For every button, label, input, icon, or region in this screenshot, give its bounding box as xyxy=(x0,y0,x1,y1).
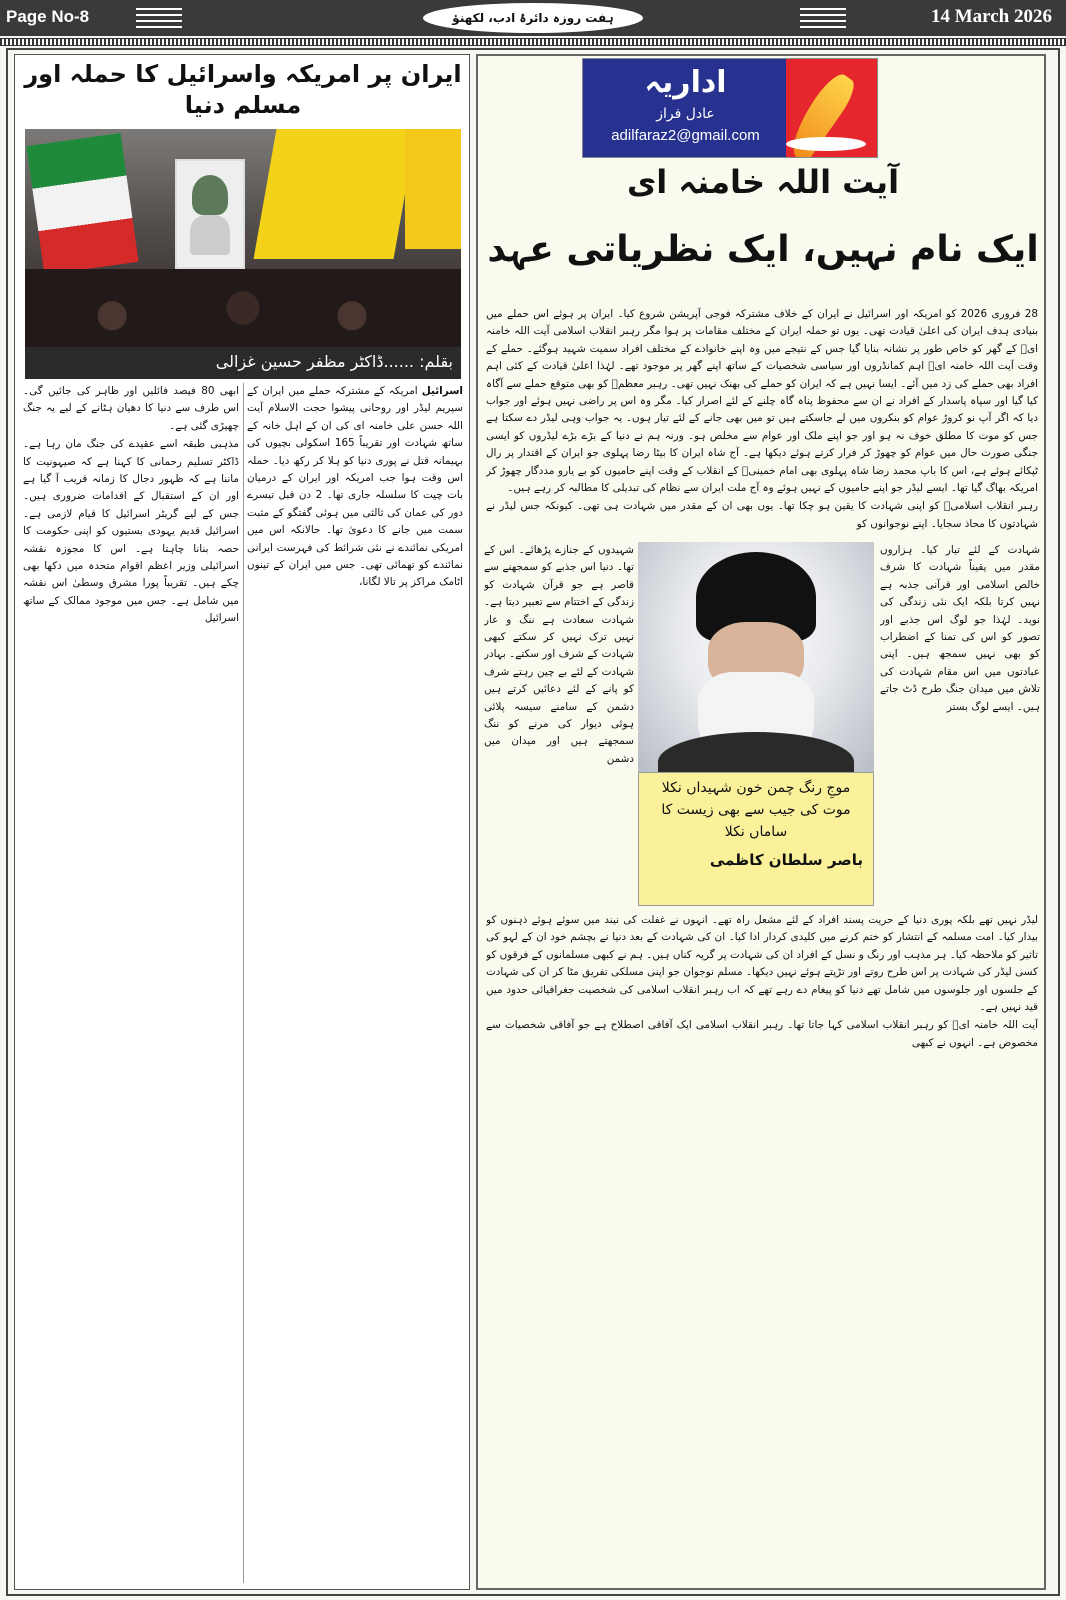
portrait-placard xyxy=(175,159,245,269)
iran-flag xyxy=(26,133,138,275)
left-article xyxy=(14,54,470,1590)
page-number: Page No-8 xyxy=(6,7,90,26)
editorial-column-left: شہیدوں کے جنازے پڑھائے۔ اس کے تھا۔ دنیا اس جذبے کو سمجھنے سے قاصر ہے جو قرآن شہادت کو زندگی کے اختتام سے تعبیر دیتا ہے۔ شہادت سعادت ہے ننگ و عار نہیں ترک نہیں کر سکتے کبھی شہادت کے شرف اور سکتے۔ بہادر شہادت کے لئے بے چین رہتے شرف کو پانے کے لئے دعائیں کرتے ہیں دشمن کے سامنے سیسہ پلائی ہوئی دیوار کی مرنے کو ننگ سمجھتے ہیں اور میدان میں دشمن xyxy=(484,544,634,765)
logo-author: عادل فراز xyxy=(656,106,715,122)
poet-name: باصر سلطان کاظمی xyxy=(709,851,863,869)
editorial-headline: ایک نام نہیں، ایک نظریاتی عہد xyxy=(487,229,1039,270)
byline-bar xyxy=(25,347,461,379)
decorative-lines xyxy=(136,8,182,28)
decorative-lines xyxy=(800,8,846,28)
decorative-border xyxy=(0,38,1066,46)
editorial-logo xyxy=(582,58,878,158)
issue-date: 14 March 2026 xyxy=(930,6,1052,27)
poem-line: موجِ رنگ چمن خون شہیداں نکلا xyxy=(661,780,851,796)
paragraph: 28 فروری 2026 کو امریکہ اور اسرائیل نے ایران کے خلاف مشترکہ فوجی آپریشن شروع کیا۔ ایران پر ہوئے اس حملے میں بنیادی ہدف ایران کی اعلیٰ قیادت تھی۔ یوں تو حملہ ایران کے مختلف مقامات پر ہوا مگر رہبر انقلاب اسلامی آیت اللہ خامنہ ایؒ کے گھر کو خاص طور پر نشانہ بنایا گیا جس کے نتیجے میں وہ اپنے خانوادے کے مختلف افراد سمیت شہید ہوگئے۔ حملے کے وقت آیت اللہ خامنہ ایؒ اہم کمانڈروں اور سیاسی شخصیات کے ساتھ اپنے گھر پر موجود تھے۔ لہٰذا اعلیٰ قیادت کے کئی اہم افراد بھی حملے کی زد میں آئے۔ ایسا نہیں ہے کہ ایران کو حملے کی بھنک نہیں تھی۔ رہبر معظمؒ کو بھی متوقع حملے سے آگاہ کیا گیا اور سپاہ پاسدار کے افراد نے ان سے محفوظ پناہ گاہ چلنے کے لئے اصرار کیا۔ مگر وہ اس پر راضی نہیں ہوئے اور جواب دیا کہ اگر آپ نو کروڑ عوام کو بنکروں میں لے جاسکتے ہیں تو میں بھی جانے کے لئے تیار ہوں۔ یہ جواب وہی لیڈر دے سکتا ہے جس کو موت کا مطلق خوف نہ ہو اور جو اپنے ملک اور عوام سے مخلص ہو۔ ورنہ ہم نے دنیا کے بڑے بڑے لیڈروں کو ایسی جنگی صورت حال میں عوام کو چھوڑ کر فرار کرتے ہوئے دیکھا ہے۔ آج شاہ ایران کا بیٹا رضا پہلوی جو ایران کے اقتدار پر رال ٹپکائے ہوئے ہے، اس کا باپ محمد رضا شاہ پہلوی بھی امام خمینیؒ کے انقلاب کے وقت اپنے حامیوں کو بے یارو مددگار چھوڑ کر امریکہ بھاگ گیا تھا۔ ایسے لیڈر جو اپنے حامیوں کے نہیں ہوئے وہ آج ملت ایران سے نظام کی تبدیلی کا مطالبہ کر رہے ہیں۔ xyxy=(486,308,1038,495)
masthead: ہفت روزہ دائرۂ ادب، لکھنؤ xyxy=(423,3,643,33)
paragraph: لیڈر نہیں تھے بلکہ پوری دنیا کے حریت پسند افراد کے لئے مشعل راہ تھے۔ انہوں نے غفلت کی نیند میں سوئے ہوئے ذہنوں کو بیدار کیا۔ امت مسلمہ کے انتشار کو ختم کرنے میں کلیدی کردار ادا کیا۔ ان کی شہادت کے بعد دنیا نے بچشم خود ان کے لہو کی تاثیر کو ملاحظہ کیا۔ ہر مذہب اور رنگ و نسل کے افراد ان کی شہادت پر گریہ کناں ہیں۔ ہم نے کبھی مسلمانوں کے فرقوں کو کسی لیڈر کی شہادت پر اس طرح روتے اور تڑپتے ہوئے نہیں دیکھا۔ مسلم نوجوان جو اپنی مسلکی تفریق مٹا کر ان کی شہادت کے جلسوں اور جلوسوں میں شامل تھے دنیا کو پیغام دے رہے تھے کہ اب رہبر انقلاب اسلامی کی شخصیت جغرافیائی حدود میں قید نہیں ہے۔ xyxy=(486,914,1038,1014)
logo-email: adilfaraz2@gmail.com xyxy=(611,127,760,144)
editorial-body xyxy=(486,912,1038,1584)
khamenei-portrait xyxy=(638,542,874,772)
byline-author: ......ڈاکٹر مظفر حسین غزالی xyxy=(215,352,415,371)
page-header xyxy=(0,0,1066,36)
editorial-column-right: شہادت کے لئے تیار کیا۔ ہزاروں مقدر میں یقیناً شہادت کا شرف خالص اسلامی اور قرآنی جذبہ ہے نہیں کرتا بلکہ ایک نئی زندگی کی نوید۔ لہٰذا جو لوگ اس جذبے اور تصور کو اس کی تمنا کے اضطراب کو بھی نہیں سمجھ ہیں۔ اپنی عبادتوں میں اس مقام شہادت کی تلاش میں میدان جنگ طرح ڈٹ جاتے ہیں۔ ایسے لوگ بستر xyxy=(880,544,1040,713)
quill-icon xyxy=(786,59,877,157)
paragraph: ابھی 80 فیصد فائلیں اور ظاہر کی جائیں گی۔ اس طرف سے دنیا کا دھیان ہٹانے کے لیے یہ جنگ چھیڑی گئی ہے۔ xyxy=(23,385,239,432)
paragraph: اسرائیل امریکہ کے مشترکہ حملے میں ایران کے سپریم لیڈر اور روحانی پیشوا حجت الاسلام آیت اللہ حسن علی خامنہ ای کی ان کے اہل خانہ کے ساتھ شہادت اور تقریباً 165 اسکولی بچیوں کی بہیمانہ قتل نے پوری دنیا کو ہلا کر رکھ دیا۔ حملہ اس وقت ہوا جب امریکہ اور ایران کے درمیان بات چیت کا سلسلہ جاری تھا۔ 2 دن قبل تیسرے دور کی عمان کی ثالثی میں ہوئی گفتگو کے مثبت سمت میں جانے کا دعویٰ تھا۔ حالانکہ اس میں امریکی نمائندے نے نئی شرائط کی فہرست ایرانی نمائندے کو تھمائی تھی۔ جس میں ایران کے تینوں اٹامک مراکز پر تالا لگانا، xyxy=(247,385,463,589)
logo-title: اداریہ xyxy=(644,65,727,100)
robe xyxy=(658,732,854,772)
byline-label: بقلم: xyxy=(419,352,453,371)
crowd xyxy=(25,269,461,347)
article-headline: ایران پر امریکہ واسرائیل کا حملہ اور مسلم دنیا xyxy=(24,60,462,119)
editorial-intro xyxy=(486,306,1038,538)
article-column-right xyxy=(247,383,463,1583)
yellow-flag xyxy=(254,129,417,259)
column-divider xyxy=(243,383,244,1583)
paragraph: رہبر انقلاب اسلامیؒ کو اپنی شہادت کا یقین ہو چکا تھا۔ یوں بھی ان کے مقدر میں شہادت ہی تھی۔ کیونکہ جس لیڈر نے شہادتوں کا محاذ سجایا۔ اپنے نوجوانوں کو xyxy=(486,500,1038,530)
yellow-flag xyxy=(405,129,461,249)
paragraph: مذہبی طبقہ اسے عقیدے کی جنگ مان رہا ہے۔ ڈاکٹر تسلیم رحمانی کا کہنا ہے کہ صیہونیت کا ماننا ہے کہ ظہور دجال کا زمانہ قریب آ گیا ہے اور ان کے استقبال کے اقدامات ضروری ہیں۔ جس کے لیے گریٹر اسرائیل کا قیام لازمی ہے۔ اسرائیل قدیم یہودی بستیوں کو اپنی حکومت کا حصہ بنانا چاہتا ہے۔ اس کا مجوزہ نقشہ اسرائیلی وزیر اعظم اقوام متحدہ میں دکھا بھی چکے ہیں۔ تقریباً پورا مشرق وسطیٰ اس نقشہ میں شامل ہے۔ جس میں موجود ممالک کے ساتھ اسرائیل xyxy=(23,438,239,625)
editorial xyxy=(476,54,1046,1590)
article-column-left xyxy=(23,383,239,1583)
poem-line: موت کی جیب سے بھی زیست کا ساماں نکلا xyxy=(661,802,851,840)
editorial-title: آیت اللہ خامنہ ای xyxy=(626,163,900,201)
paragraph: آیت اللہ خامنہ ایؒ کو رہبر انقلاب اسلامی کہا جاتا تھا۔ رہبر انقلاب اسلامی ایک آفاقی اصطلاح ہے جو آفاقی شخصیات سے مخصوص ہے۔ انہوں نے کبھی xyxy=(486,1019,1038,1049)
poem-box xyxy=(638,772,874,906)
protest-photo xyxy=(25,129,461,347)
